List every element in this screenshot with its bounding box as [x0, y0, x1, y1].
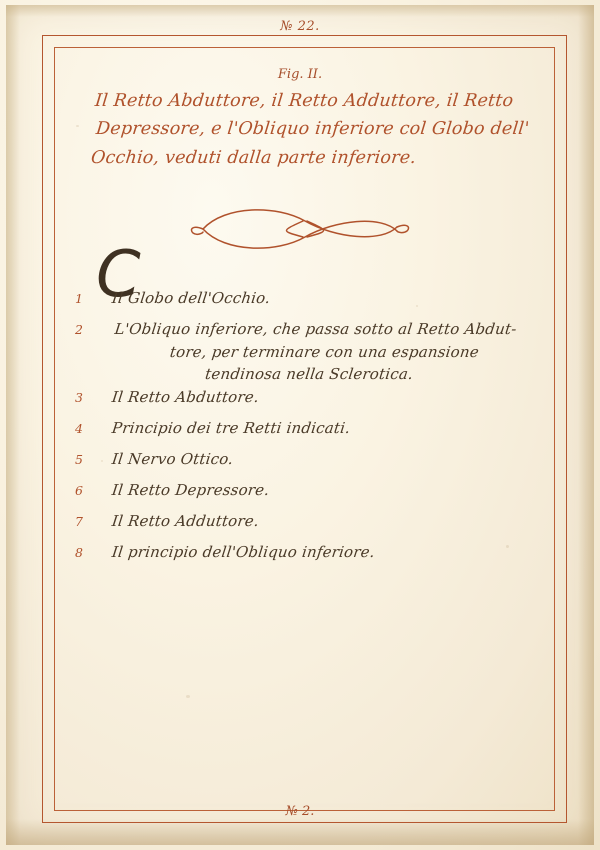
legend-text	[111, 510, 538, 533]
legend-number: 4	[75, 420, 83, 436]
legend-number: 7	[75, 513, 83, 529]
legend-number: 1	[75, 291, 83, 306]
list-item	[66, 287, 536, 318]
page-title	[88, 87, 531, 172]
decorative-initial: 𝘊	[96, 238, 141, 312]
legend-number: 3	[75, 389, 83, 405]
legend-line: Il Retto Adduttore.	[110, 511, 261, 530]
legend-number: 6	[75, 482, 83, 498]
paper-edge-left	[6, 5, 20, 845]
list-item	[66, 541, 536, 572]
legend-text	[111, 479, 538, 502]
legend-line: Il principio dell'Obliquo inferiore.	[110, 542, 376, 561]
legend-number: 5	[75, 451, 83, 467]
legend-line: Il Nervo Ottico.	[110, 449, 235, 468]
paper-edge-top	[6, 5, 594, 17]
folio-number-bottom: № 2.	[285, 804, 315, 819]
legend-text	[111, 287, 538, 310]
title-line-1: Il Retto Abduttore, il Retto Adduttore, il Retto	[93, 91, 515, 111]
figure-legend-list	[66, 238, 536, 572]
legend-line: tore, per terminare con una espansione	[168, 342, 481, 361]
legend-number: 8	[75, 544, 83, 560]
legend-text	[111, 386, 538, 409]
legend-text	[111, 417, 538, 440]
figure-label: Fig. II.	[277, 67, 323, 82]
flourish-icon	[185, 203, 415, 255]
legend-line: Il Globo dell'Occhio.	[110, 289, 272, 307]
list-item	[66, 386, 536, 417]
legend-line: L'Obliquo inferiore, che passa sotto al Retto Abdut-	[113, 320, 518, 338]
legend-text	[108, 318, 540, 386]
legend-line: tendinosa nella Sclerotica.	[204, 365, 415, 383]
title-line-3: Occhio, veduti dalla parte inferiore.	[89, 147, 418, 168]
legend-number: 2	[75, 322, 83, 337]
list-item	[66, 479, 536, 510]
legend-line: Principio dei tre Retti indicati.	[110, 418, 352, 437]
legend-text	[111, 448, 538, 471]
list-item	[66, 510, 536, 541]
list-item	[66, 448, 536, 479]
legend-line: Il Retto Abduttore.	[110, 387, 261, 406]
list-item	[66, 417, 536, 448]
title-line-2: Depressore, e l'Obliquo inferiore col Globo dell'	[94, 119, 531, 140]
legend-text	[111, 541, 538, 564]
paper-edge-right	[578, 5, 594, 845]
ornamental-flourish	[6, 203, 594, 259]
folio-number-top: № 22.	[280, 19, 320, 34]
legend-line: Il Retto Depressore.	[110, 480, 271, 499]
list-item	[66, 318, 536, 386]
paper-sheet	[6, 5, 594, 845]
